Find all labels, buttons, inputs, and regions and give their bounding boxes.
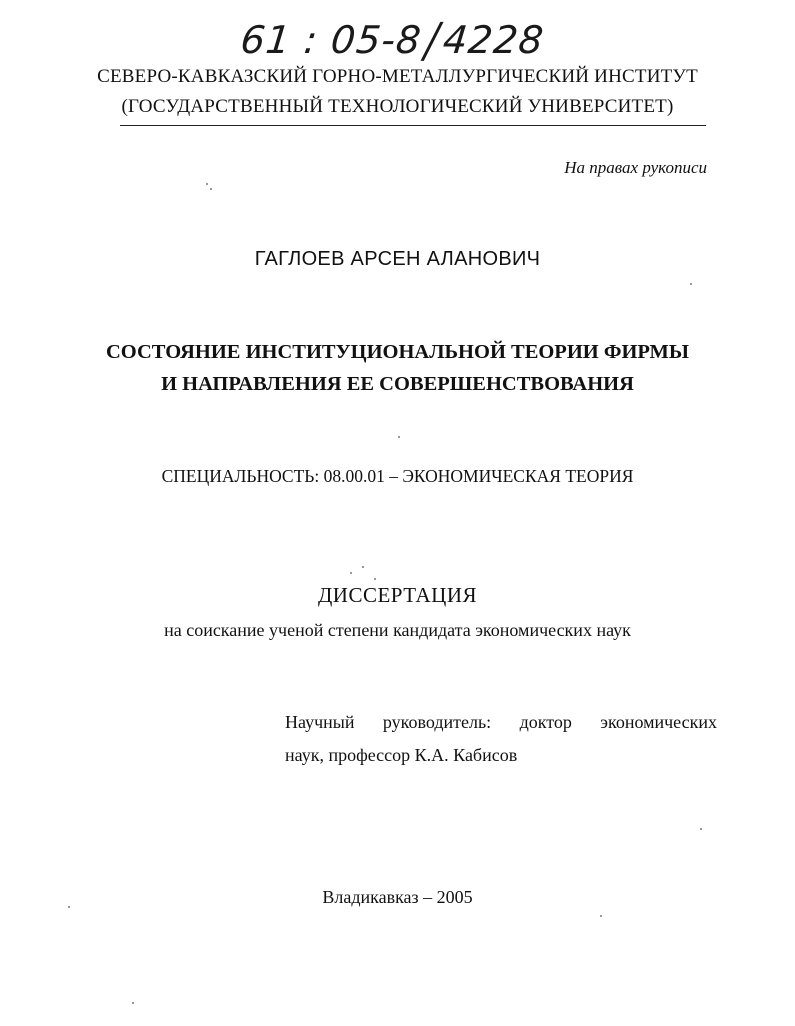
specialty-line: СПЕЦИАЛЬНОСТЬ: 08.00.01 – ЭКОНОМИЧЕСКАЯ ТЕОРИЯ bbox=[161, 466, 634, 486]
scan-speck bbox=[132, 1002, 134, 1004]
scan-speck bbox=[210, 188, 212, 190]
scan-speck bbox=[600, 915, 602, 917]
degree-purpose: на соискание ученой степени кандидата экономических наук bbox=[164, 620, 631, 640]
dissertation-title-line1: СОСТОЯНИЕ ИНСТИТУЦИОНАЛЬНОЙ ТЕОРИИ ФИРМЫ bbox=[105, 341, 690, 363]
institution-name-line2: (ГОСУДАРСТВЕННЫЙ ТЕХНОЛОГИЧЕСКИЙ УНИВЕРСИТЕТ) bbox=[121, 96, 674, 117]
scan-speck bbox=[206, 183, 208, 185]
scan-speck bbox=[362, 566, 364, 568]
author-name: ГАГЛОЕВ АРСЕН АЛАНОВИЧ bbox=[254, 248, 541, 270]
scan-speck bbox=[350, 572, 352, 574]
scan-speck bbox=[700, 828, 702, 830]
advisor-line2: наук, профессор К.А. Кабисов bbox=[285, 745, 518, 765]
scan-speck bbox=[374, 578, 376, 580]
institution-name-line1: СЕВЕРО-КАВКАЗСКИЙ ГОРНО-МЕТАЛЛУРГИЧЕСКИЙ ИНСТИТУТ bbox=[97, 66, 698, 87]
manuscript-rights-note: На правах рукописи bbox=[564, 158, 707, 177]
dissertation-title-line2: И НАПРАВЛЕНИЯ ЕЕ СОВЕРШЕНСТВОВАНИЯ bbox=[161, 373, 634, 395]
handwritten-part2: 4228 bbox=[440, 18, 547, 62]
advisor-line1: Научный руководитель: доктор экономических bbox=[285, 712, 717, 732]
scan-speck bbox=[690, 283, 692, 285]
document-type: ДИССЕРТАЦИЯ bbox=[317, 583, 478, 607]
scan-speck bbox=[398, 436, 400, 438]
handwritten-part1: 61 : 05-8 bbox=[238, 18, 424, 62]
handwritten-slash: / bbox=[422, 12, 443, 68]
scan-speck bbox=[68, 906, 70, 908]
header-divider bbox=[120, 125, 706, 126]
place-and-year: Владикавказ – 2005 bbox=[322, 887, 473, 907]
